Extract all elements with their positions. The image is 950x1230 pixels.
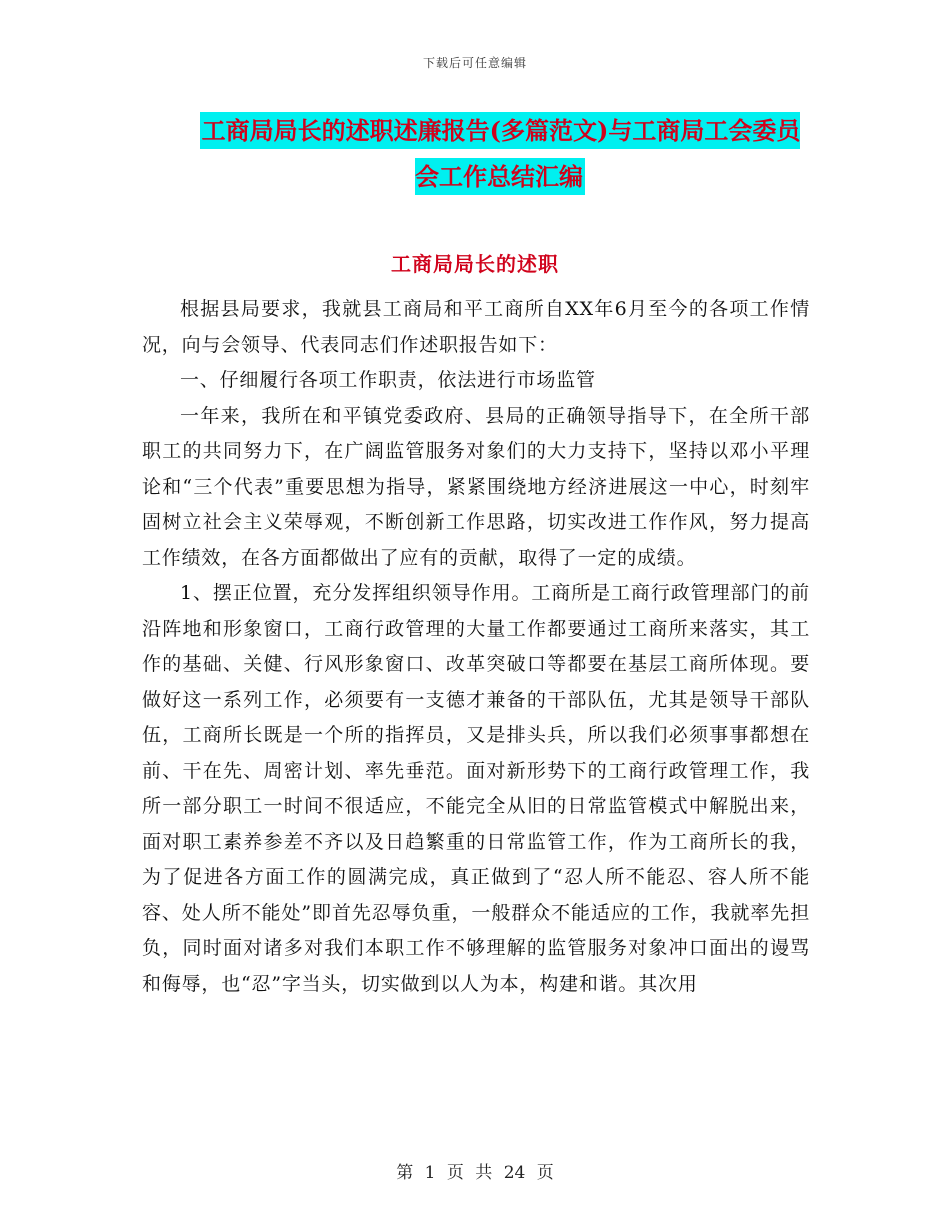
header-note: 下载后可任意编辑 xyxy=(422,56,527,70)
paragraph-heading: 一、仔细履行各项工作职责，依法进行市场监管 xyxy=(180,369,596,391)
paragraph: 1、摆正位置，充分发挥组织领导作用。工商所是工商行政管理部门的前沿阵地和形象窗口，工商行政管理的大量工作都要通过工商所来落实，其工作的基础、关健、行风形象窗口、改革突破口等都要在基层工商所体现。要做好这一系列工作，必须要有一支德才兼备的干部队伍，尤其是领导干部队伍，工商所长既是一个所的指挥员，又是排头兵，所以我们必须事事都想在前、干在先、周密计划、率先垂范。面对新形势下的工商行政管理工作，我所一部分职工一时间不很适应，不能完全从旧的日常监管模式中解脱出来，面对职工素养参差不齐以及日趋繁重的日常监管工作，作为工商所长的我，为了促进各方面工作的圆满完成，真正做到了“忍人所不能忍、容人所不能容、处人所不能处”即首先忍辱负重，一般群众不能适应的工作，我就率先担负，同时面对诸多对我们本职工作不够理解的监管服务对象冲口面出的谩骂和侮辱，也“忍”字当头，切实做到以人为本，构建和谐。其次用 xyxy=(142,582,810,995)
section-title: 工商局局长的述职 xyxy=(391,252,559,276)
document-title xyxy=(190,108,810,200)
page-footer: 第 1 页 共 24 页 xyxy=(396,1163,554,1183)
document-title-text: 工商局局长的述职述廉报告(多篇范文)与工商局工会委员会工作总结汇编 xyxy=(200,112,801,195)
paragraph: 一年来，我所在和平镇党委政府、县局的正确领导指导下，在全所干部职工的共同努力下，在广阔监管服务对象们的大力支持下，坚持以邓小平理论和“三个代表”重要思想为指导，紧紧围绕地方经济进展这一中心，时刻牢固树立社会主义荣辱观，不断创新工作思路，切实改进工作作风，努力提高工作绩效，在各方面都做出了应有的贡献，取得了一定的成绩。 xyxy=(142,404,810,569)
paragraph: 根据县局要求，我就县工商局和平工商所自XX年6月至今的各项工作情况，向与会领导、代表同志们作述职报告如下： xyxy=(142,298,810,356)
document-body xyxy=(142,292,810,1002)
